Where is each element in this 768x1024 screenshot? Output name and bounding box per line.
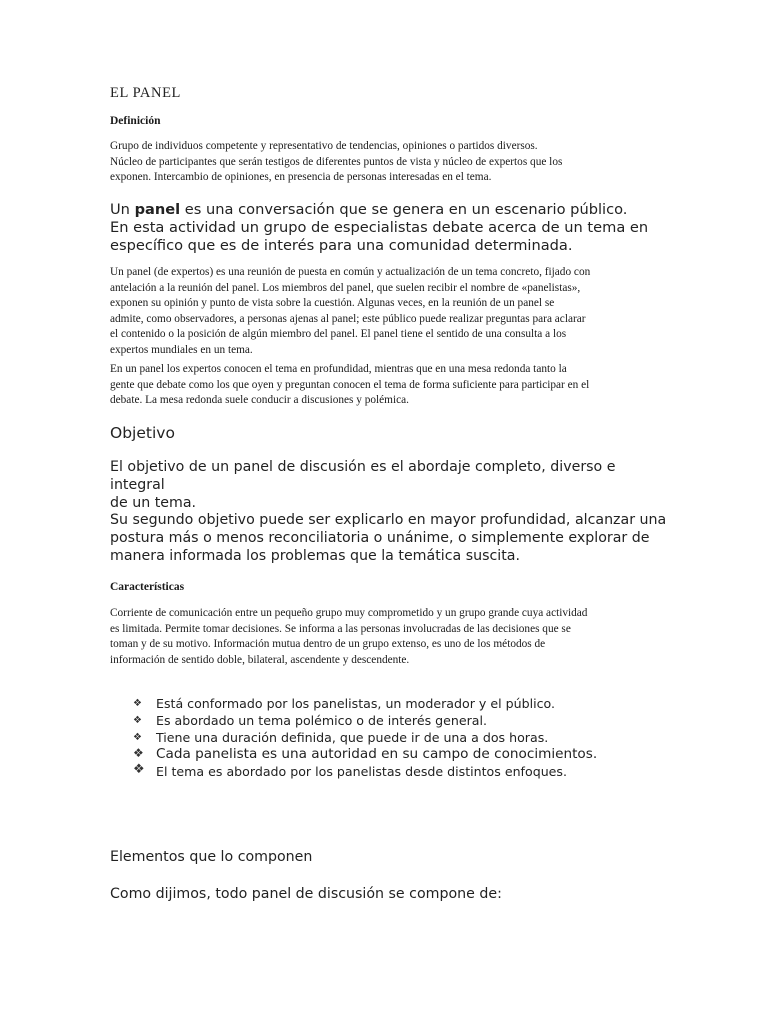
list-item bbox=[133, 729, 597, 746]
elementos-heading: Elementos que lo componen bbox=[110, 849, 313, 865]
objetivo-line: El objetivo de un panel de discusión es el abordaje completo, diverso e integral bbox=[110, 459, 616, 493]
intro-line-2: En esta actividad un grupo de especialistas debate acerca de un tema en bbox=[110, 219, 649, 236]
page-title: EL PANEL bbox=[110, 85, 181, 101]
caracteristicas-list bbox=[133, 695, 597, 780]
panel-expertos-paragraph bbox=[110, 265, 662, 359]
objetivo-line: Su segundo objetivo puede ser explicarlo en mayor profundidad, alcanzar una bbox=[110, 512, 667, 528]
caracteristicas-line: Corriente de comunicación entre un pequeño grupo muy comprometido y un grupo grande cuya actividad bbox=[110, 607, 588, 619]
caracteristicas-line: información de sentido doble, bilateral, ascendente y descendente. bbox=[110, 653, 410, 666]
list-item-text: Cada panelista es una autoridad en su campo de conocimientos. bbox=[156, 746, 598, 762]
list-item-text: Es abordado un tema polémico o de interés general. bbox=[156, 713, 487, 728]
list-item bbox=[133, 712, 597, 729]
intro-line-3: específico que es de interés para una comunidad determinada. bbox=[110, 237, 573, 254]
objetivo-paragraph-1 bbox=[110, 458, 670, 512]
intro-prefix: Un bbox=[110, 201, 135, 218]
mesa-redonda-line: gente que debate como los que oyen y preguntan conocen el tema de forma suficiente para participar en el bbox=[110, 378, 590, 391]
list-item bbox=[133, 763, 597, 780]
definicion-heading: Definición bbox=[110, 115, 161, 127]
diamond-cluster-icon: ❖ bbox=[133, 715, 142, 726]
definicion-line: Grupo de individuos competente y representativo de tendencias, opiniones o partidos diversos. bbox=[110, 140, 538, 152]
objetivo-paragraph-2 bbox=[110, 511, 670, 565]
panel-expertos-line: admite, como observadores, a personas ajenas al panel; este público puede realizar preguntas para aclarar bbox=[110, 312, 586, 325]
panel-expertos-line: el contenido o la posición de algún miembro del panel. El panel tiene el sentido de una consulta a los bbox=[110, 328, 567, 341]
diamond-cluster-icon: ❖ bbox=[133, 762, 145, 777]
definicion-line: Núcleo de participantes que serán testigos de diferentes puntos de vista y núcleo de expertos que los bbox=[110, 155, 563, 168]
list-item-text: El tema es abordado por los panelistas desde distintos enfoques. bbox=[156, 764, 567, 779]
mesa-redonda-line: En un panel los expertos conocen el tema en profundidad, mientras que en una mesa redonda tanto la bbox=[110, 363, 567, 375]
intro-line-1 bbox=[110, 201, 670, 219]
objetivo-line: postura más o menos reconciliatoria o unánime, o simplemente explorar de bbox=[110, 530, 650, 546]
diamond-cluster-icon: ❖ bbox=[133, 732, 142, 743]
caracteristicas-line: toman y de su motivo. Información mutua dentro de un grupo extenso, es uno de los métodos de bbox=[110, 638, 546, 651]
list-item bbox=[133, 695, 597, 712]
caracteristicas-line: es limitada. Permite tomar decisiones. Se informa a las personas involucradas de las decisiones que se bbox=[110, 622, 571, 635]
panel-expertos-line: expertos mundiales en un tema. bbox=[110, 343, 253, 356]
objetivo-heading: Objetivo bbox=[110, 424, 175, 442]
panel-expertos-line: Un panel (de expertos) es una reunión de puesta en común y actualización de un tema concreto, fijado con bbox=[110, 266, 591, 278]
objetivo-line: de un tema. bbox=[110, 495, 197, 511]
intro-line-1-rest: es una conversación que se genera en un escenario público. bbox=[180, 201, 628, 218]
diamond-cluster-icon: ❖ bbox=[133, 746, 144, 760]
list-item-text: Tiene una duración definida, que puede ir de una a dos horas. bbox=[156, 730, 549, 745]
panel-expertos-line: exponen su opinión y punto de vista sobre la cuestión. Algunas veces, en la reunión de un panel se bbox=[110, 297, 555, 310]
intro-paragraph bbox=[110, 201, 670, 255]
intro-bold-word: panel bbox=[134, 201, 181, 218]
mesa-redonda-line: debate. La mesa redonda suele conducir a discusiones y polémica. bbox=[110, 394, 409, 407]
list-item bbox=[133, 746, 597, 763]
caracteristicas-paragraph bbox=[110, 606, 662, 668]
mesa-redonda-paragraph bbox=[110, 362, 662, 409]
panel-expertos-line: antelación a la reunión del panel. Los miembros del panel, que suelen recibir el nombre de «panelistas», bbox=[110, 281, 581, 294]
objetivo-line: manera informada los problemas que la temática suscita. bbox=[110, 548, 520, 564]
elementos-intro: Como dijimos, todo panel de discusión se compone de: bbox=[110, 886, 502, 902]
list-item-text: Está conformado por los panelistas, un moderador y el público. bbox=[156, 696, 555, 711]
caracteristicas-heading: Características bbox=[110, 581, 185, 593]
diamond-cluster-icon: ❖ bbox=[133, 698, 142, 709]
definicion-paragraph bbox=[110, 139, 662, 186]
definicion-line: exponen. Intercambio de opiniones, en presencia de personas interesadas en el tema. bbox=[110, 171, 492, 184]
